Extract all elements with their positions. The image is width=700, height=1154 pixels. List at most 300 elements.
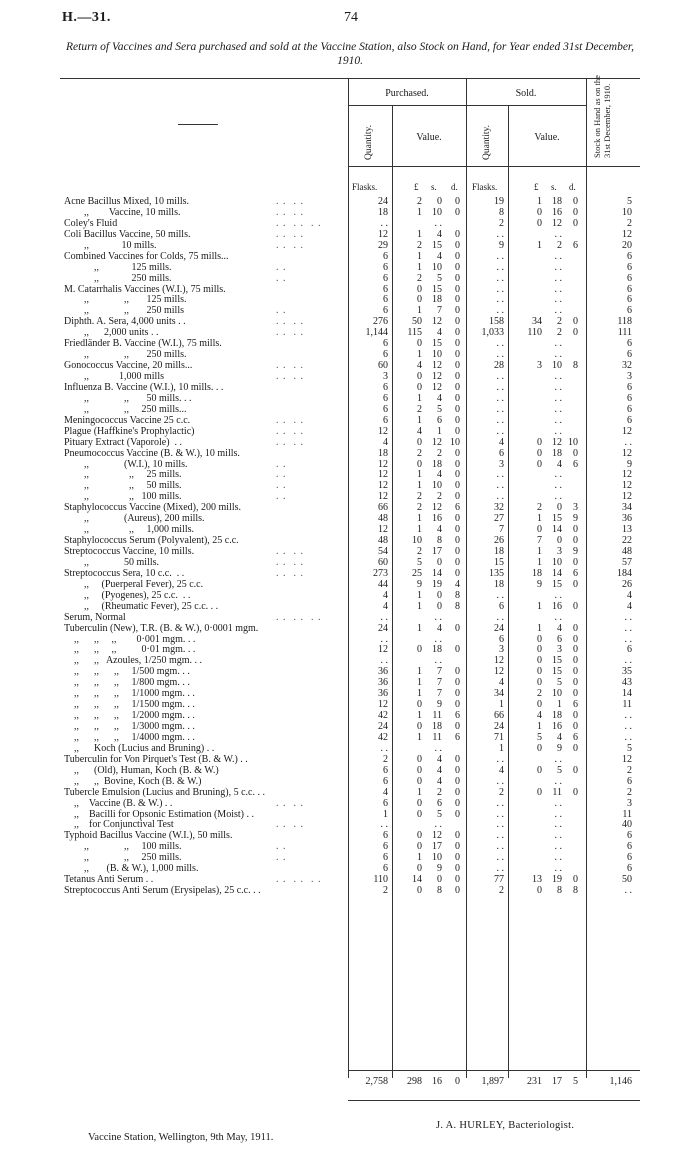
purchased-shillings-cell: 4 xyxy=(437,392,442,404)
shillings-unit-purchased: s. xyxy=(431,182,437,192)
sold-shillings-cell: 18 xyxy=(552,447,562,459)
header-top-rule xyxy=(60,78,640,79)
purchased-pounds-cell: 14 xyxy=(412,874,422,886)
purchased-quantity-cell: 3 xyxy=(383,371,388,382)
item-label: ,, ,, ,, 1/1000 mgm. . . xyxy=(64,688,195,700)
leader-dots: . . xyxy=(276,469,287,481)
table-row xyxy=(0,546,700,557)
purchased-pounds-cell: 0 xyxy=(417,841,422,853)
purchased-pounds-cell: 2 xyxy=(417,546,422,557)
item-label: Pneumococcus Vaccine (B. & W.), 10 mills. xyxy=(64,447,240,459)
sold-pounds-cell: 1 xyxy=(537,546,542,557)
sold-quantity-cell: 34 xyxy=(494,688,504,700)
sold-quantity-cell: 32 xyxy=(494,502,504,514)
stock-on-hand-cell: 5 xyxy=(627,196,632,207)
sold-quantity-cell: . . xyxy=(496,589,504,601)
sold-pounds-cell: 1 xyxy=(537,513,542,525)
purchased-shillings-cell: 18 xyxy=(432,721,442,732)
shillings-unit-sold: s. xyxy=(551,182,557,192)
purchased-pounds-cell: 2 xyxy=(417,447,422,459)
sold-shillings-cell: . . xyxy=(554,414,562,426)
totals-bottom-rule xyxy=(348,1100,640,1101)
sold-header: Sold. xyxy=(515,88,537,99)
flasks-unit-purchased: Flasks. xyxy=(352,182,378,192)
purchased-quantity-cell: 12 xyxy=(378,458,388,470)
item-label: ,, ,, 100 mills. xyxy=(64,491,182,503)
purchased-shillings-cell: . . xyxy=(434,742,442,754)
purchased-pounds-cell: 1 xyxy=(417,228,422,240)
purchased-pounds-cell: 1 xyxy=(417,392,422,404)
sold-quantity-cell: 19 xyxy=(494,196,504,207)
stock-on-hand-cell: 9 xyxy=(627,458,632,470)
stock-on-hand-cell: 6 xyxy=(627,294,632,306)
purchased-quantity-cell: 18 xyxy=(378,447,388,459)
sold-quantity-cell: . . xyxy=(496,305,504,317)
stock-on-hand-cell: 184 xyxy=(617,567,632,579)
item-label: ,, ,, ,, 1/4000 mgm. . . xyxy=(64,731,195,743)
leader-dots: . . . . xyxy=(276,414,304,426)
signature: J. A. HURLEY, Bacteriologist. xyxy=(436,1120,575,1131)
purchased-shillings-cell: . . xyxy=(434,217,442,229)
sold-shillings-cell: 10 xyxy=(552,556,562,568)
sold-shillings-cell: 18 xyxy=(552,710,562,722)
sold-pounds-cell: 0 xyxy=(537,699,542,711)
sold-shillings-cell: . . xyxy=(554,852,562,864)
purchased-quantity-cell: 6 xyxy=(383,349,388,361)
sold-shillings-cell: . . xyxy=(554,261,562,273)
purchased-shillings-cell: 8 xyxy=(437,535,442,547)
table-row xyxy=(0,262,700,273)
table-row xyxy=(0,765,700,776)
purchased-quantity-cell: 29 xyxy=(378,239,388,251)
page-number: 74 xyxy=(344,10,358,25)
stock-on-hand-cell: 6 xyxy=(627,841,632,853)
sold-shillings-cell: 12 xyxy=(552,217,562,229)
leader-dots: . . . . xyxy=(276,316,304,328)
item-label: Staphylococcus Vaccine (Mixed), 200 mills. xyxy=(64,502,242,514)
sold-shillings-cell: 1 xyxy=(557,699,562,711)
purchased-pounds-cell: 0 xyxy=(417,338,422,350)
item-label: Tubercle Emulsion (Lucius and Bruning), 5 c.c. . . xyxy=(64,786,265,798)
table-row xyxy=(0,776,700,787)
sold-quantity-cell: . . xyxy=(496,469,504,481)
purchased-shillings-cell: 4 xyxy=(437,622,442,634)
item-label: Staphylococcus Serum (Polyvalent), 25 c.c. xyxy=(64,535,239,547)
purchased-quantity-cell: 36 xyxy=(378,677,388,689)
sold-pounds-cell: 2 xyxy=(537,502,542,514)
stock-on-hand-cell: 5 xyxy=(627,742,632,754)
stock-on-hand-cell: 12 xyxy=(622,425,632,437)
item-label: ,, (Old), Human, Koch (B. & W.) xyxy=(64,764,219,776)
sold-quantity-cell: . . xyxy=(496,841,504,853)
purchased-pence-cell: 0 xyxy=(455,469,460,481)
sold-shillings-cell: 16 xyxy=(552,600,562,612)
purchased-pence-cell: 8 xyxy=(455,600,460,612)
purchased-shillings-cell: 14 xyxy=(432,567,442,579)
sold-pence-cell: 0 xyxy=(573,721,578,732)
purchased-pence-cell: 0 xyxy=(455,491,460,503)
item-label: ,, (W.I.), 10 mills. xyxy=(64,458,188,470)
sold-pounds-cell: 1 xyxy=(537,721,542,732)
sold-pence-cell: 0 xyxy=(573,874,578,886)
sold-quantity-cell: 66 xyxy=(494,710,504,722)
sold-shillings-cell: . . xyxy=(554,349,562,361)
sold-shillings-cell: . . xyxy=(554,863,562,875)
item-label: ,, (B. & W.), 1,000 mills. xyxy=(64,863,199,875)
page-header xyxy=(62,10,640,30)
sold-quantity-cell: 2 xyxy=(499,786,504,798)
sold-pence-cell: 0 xyxy=(573,622,578,634)
stock-on-hand-cell: 12 xyxy=(622,447,632,459)
item-label: ,, ,, ,, 1/1500 mgm. . . xyxy=(64,699,195,711)
item-label: Acne Bacillus Mixed, 10 mills. xyxy=(64,196,189,207)
total-sold-pence: 5 xyxy=(573,1076,578,1087)
sold-pounds-cell: 110 xyxy=(527,327,542,339)
table-row xyxy=(0,196,700,207)
flasks-unit-sold: Flasks. xyxy=(472,182,498,192)
sold-shillings-cell: . . xyxy=(554,305,562,317)
pence-unit-sold: d. xyxy=(569,182,576,192)
sold-quantity-cell: . . xyxy=(496,425,504,437)
purchased-shillings-cell: 12 xyxy=(432,502,442,514)
stock-on-hand-cell: . . xyxy=(624,436,632,448)
stock-on-hand-cell: 118 xyxy=(617,316,632,328)
sold-pounds-cell: 4 xyxy=(537,710,542,722)
table-title: Return of Vaccines and Sera purchased and sold at the Vaccine Station, also Stock on Hand, for Year ended 31st December, 1910. xyxy=(66,41,634,67)
sold-shillings-cell: . . xyxy=(554,841,562,853)
stock-on-hand-cell: 13 xyxy=(622,524,632,536)
table-row xyxy=(0,754,700,765)
sold-shillings-cell: . . xyxy=(554,611,562,623)
purchased-quantity-cell: 12 xyxy=(378,425,388,437)
item-label: ,, ,, ,, 0·01 mgm. . . xyxy=(64,644,196,656)
table-row xyxy=(0,251,700,262)
purchased-quantity-cell: 6 xyxy=(383,272,388,284)
purchased-pence-cell: 0 xyxy=(455,852,460,864)
sold-shillings-cell: . . xyxy=(554,272,562,284)
purchased-quantity-cell: 24 xyxy=(378,622,388,634)
item-label: ,, 250 mills. xyxy=(64,272,172,284)
sold-quantity-cell: 27 xyxy=(494,513,504,525)
sold-quantity-cell: 3 xyxy=(499,458,504,470)
purchased-pence-cell: 0 xyxy=(455,316,460,328)
item-label: ,, (Puerperal Fever), 25 c.c. xyxy=(64,578,204,590)
pounds-unit-sold: £ xyxy=(534,182,539,192)
item-label: ,, 10 mills. xyxy=(64,239,157,251)
purchased-shillings-cell: 19 xyxy=(432,578,442,590)
sold-pounds-cell: 13 xyxy=(532,874,542,886)
sold-shillings-cell: 15 xyxy=(552,513,562,525)
stock-on-hand-cell: 6 xyxy=(627,272,632,284)
item-label: ,, ,, 125 mills. xyxy=(64,294,187,306)
purchased-quantity-cell: 48 xyxy=(378,513,388,525)
item-label: ,, ,, 250 mills. xyxy=(64,852,182,864)
stock-on-hand-cell: 11 xyxy=(622,808,632,820)
item-label: Streptococcus Vaccine, 10 mills. xyxy=(64,546,195,557)
item-label: Tuberculin for Von Pirquet's Test (B. & W.) . . xyxy=(64,753,248,765)
leader-dots: . . xyxy=(276,852,287,864)
purchased-quantity-cell: 6 xyxy=(383,414,388,426)
sold-shillings-cell: 16 xyxy=(552,721,562,732)
purchased-shillings-cell: 12 xyxy=(432,316,442,328)
sold-quantity-cell: 12 xyxy=(494,666,504,678)
purchased-quantity-cell: 273 xyxy=(373,567,388,579)
sold-quantity-cell: 1,033 xyxy=(481,327,504,339)
purchased-pence-cell: 0 xyxy=(455,721,460,732)
purchased-pence-cell: 8 xyxy=(455,589,460,601)
table-row xyxy=(0,502,700,513)
purchased-shillings-cell: 10 xyxy=(432,261,442,273)
purchased-quantity-cell: 4 xyxy=(383,600,388,612)
purchased-shillings-cell: 11 xyxy=(432,731,442,743)
purchased-pounds-cell: 0 xyxy=(417,699,422,711)
stock-on-hand-cell: . . xyxy=(624,731,632,743)
purchased-shillings-cell: 4 xyxy=(437,524,442,536)
purchased-quantity-cell: 6 xyxy=(383,841,388,853)
table-row xyxy=(0,371,700,382)
sold-pounds-cell: 0 xyxy=(537,742,542,754)
sold-pounds-cell: 0 xyxy=(537,458,542,470)
sold-quantity-cell: 77 xyxy=(494,874,504,886)
purchased-shillings-cell: 4 xyxy=(437,250,442,262)
sold-shillings-cell: 14 xyxy=(552,524,562,536)
purchased-shillings-cell: 6 xyxy=(437,414,442,426)
sold-shillings-cell: 4 xyxy=(557,731,562,743)
purchased-shillings-cell: 2 xyxy=(437,447,442,459)
sold-quantity-cell: 4 xyxy=(499,677,504,689)
purchased-shillings-cell: 2 xyxy=(437,786,442,798)
item-label: Combined Vaccines for Colds, 75 mills... xyxy=(64,250,229,262)
purchased-pounds-cell: 1 xyxy=(417,852,422,864)
purchased-shillings-cell: 0 xyxy=(437,600,442,612)
table-row xyxy=(0,524,700,535)
stock-on-hand-cell: 4 xyxy=(627,589,632,601)
sold-shillings-cell: 19 xyxy=(552,874,562,886)
sold-shillings-cell: . . xyxy=(554,371,562,382)
sold-shillings-cell: 16 xyxy=(552,206,562,218)
item-label: Meningococcus Vaccine 25 c.c. xyxy=(64,414,191,426)
table-row xyxy=(0,579,700,590)
purchased-quantity-cell: 6 xyxy=(383,261,388,273)
table-row xyxy=(0,830,700,841)
purchased-quantity-cell: 66 xyxy=(378,502,388,514)
sold-shillings-cell: . . xyxy=(554,294,562,306)
purchased-pounds-cell: 0 xyxy=(417,283,422,295)
sold-shillings-cell: . . xyxy=(554,491,562,503)
purchased-shillings-cell: 10 xyxy=(432,480,442,492)
purchased-pounds-cell: 1 xyxy=(417,688,422,700)
purchased-quantity-cell: 42 xyxy=(378,710,388,722)
sold-pence-cell: 0 xyxy=(573,786,578,798)
sold-pence-cell: 0 xyxy=(573,644,578,656)
purchased-shillings-cell: 4 xyxy=(437,753,442,765)
item-label: ,, ,, 50 mills. xyxy=(64,480,182,492)
sold-quantity-cell: 4 xyxy=(499,764,504,776)
sold-value-header: Value. xyxy=(534,132,560,143)
purchased-shillings-cell: 0 xyxy=(437,196,442,207)
purchased-shillings-cell: 11 xyxy=(432,710,442,722)
table-row xyxy=(0,437,700,448)
stock-on-hand-cell: 12 xyxy=(622,491,632,503)
item-label: ,, for Conjunctival Test xyxy=(64,819,174,831)
item-label: ,, 125 mills. xyxy=(64,261,172,273)
table-row xyxy=(0,207,700,218)
purchased-pence-cell: 0 xyxy=(455,808,460,820)
purchased-pounds-cell: 2 xyxy=(417,403,422,415)
sold-quantity-cell: 7 xyxy=(499,524,504,536)
sold-quantity-cell: 2 xyxy=(499,885,504,897)
stock-on-hand-cell: 12 xyxy=(622,469,632,481)
sold-quantity-cell: . . xyxy=(496,863,504,875)
item-label: Coley's Fluid xyxy=(64,217,118,229)
item-label: ,, (Pyogenes), 25 c.c. . . xyxy=(64,589,191,601)
purchased-pence-cell: 10 xyxy=(450,436,460,448)
sold-quantity-cell: 158 xyxy=(489,316,504,328)
sold-pence-cell: 6 xyxy=(573,567,578,579)
sold-pence-cell: 0 xyxy=(573,316,578,328)
table-row xyxy=(0,666,700,677)
sold-pounds-cell: 34 xyxy=(532,316,542,328)
purchased-pence-cell: 0 xyxy=(455,338,460,350)
table-row xyxy=(0,382,700,393)
sold-shillings-cell: . . xyxy=(554,589,562,601)
sold-pence-cell: 0 xyxy=(573,666,578,678)
header-group-rule xyxy=(348,105,586,106)
item-label: ,, ,, 25 mills. xyxy=(64,469,182,481)
table-row xyxy=(0,841,700,852)
sold-shillings-cell: 4 xyxy=(557,458,562,470)
purchased-quantity-cell: 36 xyxy=(378,688,388,700)
stock-on-hand-cell: 11 xyxy=(622,699,632,711)
pence-unit-purchased: d. xyxy=(451,182,458,192)
sold-shillings-cell: 15 xyxy=(552,655,562,667)
sold-shillings-cell: 2 xyxy=(557,239,562,251)
purchased-shillings-cell: 8 xyxy=(437,885,442,897)
purchased-shillings-cell: 12 xyxy=(432,371,442,382)
purchased-quantity-cell: 4 xyxy=(383,589,388,601)
table-row xyxy=(0,721,700,732)
leader-dots: . . . . xyxy=(276,436,304,448)
purchased-pounds-cell: 4 xyxy=(417,360,422,372)
item-label: ,, ,, 50 mills. . . xyxy=(64,392,192,404)
purchased-pence-cell: 0 xyxy=(455,556,460,568)
purchased-shillings-cell: 18 xyxy=(432,644,442,656)
sold-pounds-cell: 0 xyxy=(537,655,542,667)
purchased-quantity-cell: 6 xyxy=(383,775,388,787)
sold-quantity-cell: 9 xyxy=(499,239,504,251)
stock-on-hand-cell: 6 xyxy=(627,863,632,875)
item-label: Serum, Normal xyxy=(64,611,126,623)
sold-pounds-cell: 0 xyxy=(537,447,542,459)
purchased-shillings-cell: 7 xyxy=(437,305,442,317)
purchased-pence-cell: 0 xyxy=(455,425,460,437)
purchased-pence-cell: 0 xyxy=(455,546,460,557)
table-row xyxy=(0,513,700,524)
leader-dots: . . xyxy=(276,841,287,853)
item-label: ,, ,, Bovine, Koch (B. & W.) xyxy=(64,775,202,787)
stock-on-hand-cell: 22 xyxy=(622,535,632,547)
purchased-pence-cell: 0 xyxy=(455,261,460,273)
purchased-pounds-cell: 115 xyxy=(407,327,422,339)
purchased-quantity-header: Quantity. xyxy=(364,124,374,160)
sold-pence-cell: 0 xyxy=(573,447,578,459)
stock-on-hand-cell: 6 xyxy=(627,852,632,864)
purchased-quantity-cell: 276 xyxy=(373,316,388,328)
purchased-quantity-cell: 110 xyxy=(373,874,388,886)
purchased-pence-cell: 0 xyxy=(455,699,460,711)
purchased-pence-cell: 0 xyxy=(455,196,460,207)
table-row xyxy=(0,590,700,601)
sold-pence-cell: 0 xyxy=(573,556,578,568)
purchased-pounds-cell: 1 xyxy=(417,731,422,743)
purchased-quantity-cell: 6 xyxy=(383,830,388,842)
total-purchased-quantity: 2,758 xyxy=(365,1076,388,1087)
purchased-pounds-cell: 1 xyxy=(417,710,422,722)
purchased-pounds-cell: 9 xyxy=(417,578,422,590)
purchased-quantity-cell: . . xyxy=(380,742,388,754)
item-label: Streptococcus Sera, 10 c.c. . . xyxy=(64,567,185,579)
table-row xyxy=(0,819,700,830)
sold-pence-cell: 0 xyxy=(573,677,578,689)
table-row xyxy=(0,688,700,699)
purchased-quantity-cell: 24 xyxy=(378,721,388,732)
purchased-pence-cell: 0 xyxy=(455,239,460,251)
table-row xyxy=(0,273,700,284)
item-label: ,, ,, Azoules, 1/250 mgm. . . xyxy=(64,655,203,667)
item-label: ,, Vaccine (B. & W.) . . xyxy=(64,797,173,809)
table-row xyxy=(0,480,700,491)
purchased-quantity-cell: . . xyxy=(380,633,388,645)
purchased-pence-cell: 0 xyxy=(455,272,460,284)
sold-pounds-cell: 0 xyxy=(537,436,542,448)
stock-header: Stock on Hand as on the 31st December, 1910. xyxy=(592,75,612,158)
sold-pence-cell: 0 xyxy=(573,633,578,645)
sold-shillings-cell: . . xyxy=(554,480,562,492)
sold-pence-cell: 0 xyxy=(573,710,578,722)
item-label: ,, ,, ,, 0·001 mgm. . . xyxy=(64,633,196,645)
purchased-shillings-cell: 10 xyxy=(432,206,442,218)
purchased-shillings-cell: . . xyxy=(434,819,442,831)
leader-dots: . . xyxy=(276,491,287,503)
document-code: H.—31. xyxy=(62,10,111,25)
sold-quantity-cell: . . xyxy=(496,381,504,393)
sold-shillings-cell: . . xyxy=(554,228,562,240)
purchased-pence-cell: 0 xyxy=(455,567,460,579)
stock-on-hand-cell: 111 xyxy=(617,327,632,339)
purchased-pence-cell: 0 xyxy=(455,863,460,875)
purchased-shillings-cell: 4 xyxy=(437,764,442,776)
purchased-shillings-cell: . . xyxy=(434,633,442,645)
purchased-pence-cell: 6 xyxy=(455,502,460,514)
stock-on-hand-cell: 3 xyxy=(627,371,632,382)
purchased-shillings-cell: 5 xyxy=(437,272,442,284)
table-row xyxy=(0,404,700,415)
sold-pounds-cell: 1 xyxy=(537,556,542,568)
pounds-unit-purchased: £ xyxy=(414,182,419,192)
purchased-pence-cell: 0 xyxy=(455,513,460,525)
sold-shillings-cell: 2 xyxy=(557,316,562,328)
sold-shillings-cell: 15 xyxy=(552,666,562,678)
purchased-pounds-cell: 1 xyxy=(417,513,422,525)
purchased-pounds-cell: 2 xyxy=(417,196,422,207)
purchased-shillings-cell: 4 xyxy=(437,327,442,339)
sold-quantity-cell: . . xyxy=(496,830,504,842)
table-row xyxy=(0,229,700,240)
purchased-pounds-cell: 1 xyxy=(417,250,422,262)
sold-pounds-cell: 1 xyxy=(537,622,542,634)
sold-quantity-header: Quantity. xyxy=(482,124,492,160)
purchased-quantity-cell: 12 xyxy=(378,524,388,536)
